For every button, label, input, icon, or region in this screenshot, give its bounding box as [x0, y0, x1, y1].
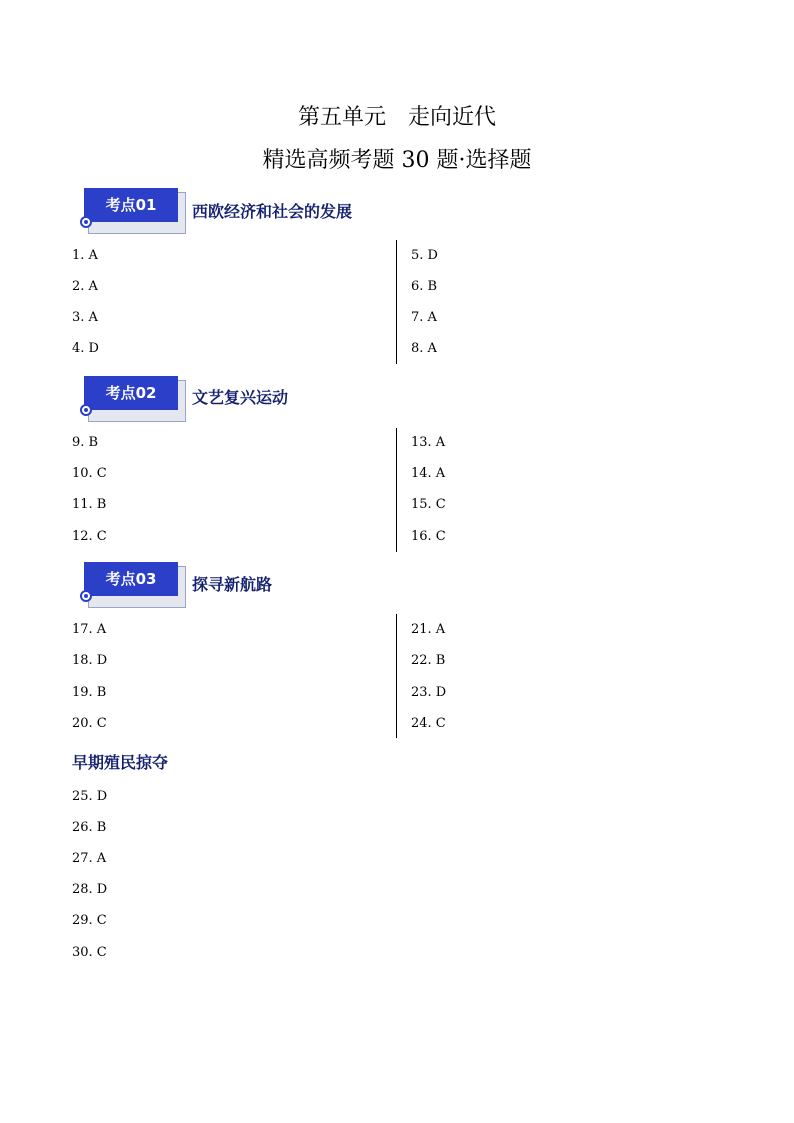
section-badge-03 [80, 562, 184, 608]
answer-item: 1. A [72, 248, 98, 263]
column-divider [396, 240, 397, 364]
answer-item: 20. C [72, 716, 107, 731]
page-subtitle: 精选高频考题 30 题·选择题 [262, 148, 532, 173]
answer-item: 4. D [72, 341, 99, 356]
section-badge-02 [80, 376, 184, 422]
section-title-03: 探寻新航路 [192, 575, 273, 594]
section-title-01: 西欧经济和社会的发展 [192, 202, 353, 221]
answer-item: 21. A [411, 622, 446, 637]
section-title-04: 早期殖民掠夺 [72, 753, 169, 772]
answer-item: 8. A [411, 341, 437, 356]
answer-item: 5. D [411, 248, 438, 263]
answer-item: 27. A [72, 851, 107, 866]
column-divider [396, 428, 397, 552]
answer-item: 10. C [72, 466, 107, 481]
bullet-dot-icon [80, 404, 92, 416]
answer-item: 13. A [411, 435, 446, 450]
answer-item: 19. B [72, 685, 107, 700]
answer-item: 30. C [72, 945, 107, 960]
section-badge-label: 考点03 [84, 562, 178, 596]
answer-item: 3. A [72, 310, 98, 325]
section-badge-label: 考点01 [84, 188, 178, 222]
answer-item: 2. A [72, 279, 98, 294]
section-badge-label: 考点02 [84, 376, 178, 410]
bullet-dot-icon [80, 216, 92, 228]
answer-item: 17. A [72, 622, 107, 637]
answer-item: 22. B [411, 653, 446, 668]
answer-item: 16. C [411, 529, 446, 544]
answer-item: 28. D [72, 882, 108, 897]
page-title: 第五单元 走向近代 [297, 105, 496, 130]
section-badge-01 [80, 188, 184, 234]
answer-item: 14. A [411, 466, 446, 481]
column-divider [396, 614, 397, 738]
answer-item: 25. D [72, 789, 108, 804]
answer-item: 23. D [411, 685, 447, 700]
answer-item: 18. D [72, 653, 108, 668]
section-title-02: 文艺复兴运动 [192, 388, 289, 407]
answer-item: 15. C [411, 497, 446, 512]
answer-item: 7. A [411, 310, 437, 325]
answer-item: 12. C [72, 529, 107, 544]
answer-item: 26. B [72, 820, 107, 835]
answer-item: 9. B [72, 435, 99, 450]
answer-item: 29. C [72, 913, 107, 928]
bullet-dot-icon [80, 590, 92, 602]
answer-item: 24. C [411, 716, 446, 731]
answer-item: 11. B [72, 497, 107, 512]
answer-item: 6. B [411, 279, 438, 294]
